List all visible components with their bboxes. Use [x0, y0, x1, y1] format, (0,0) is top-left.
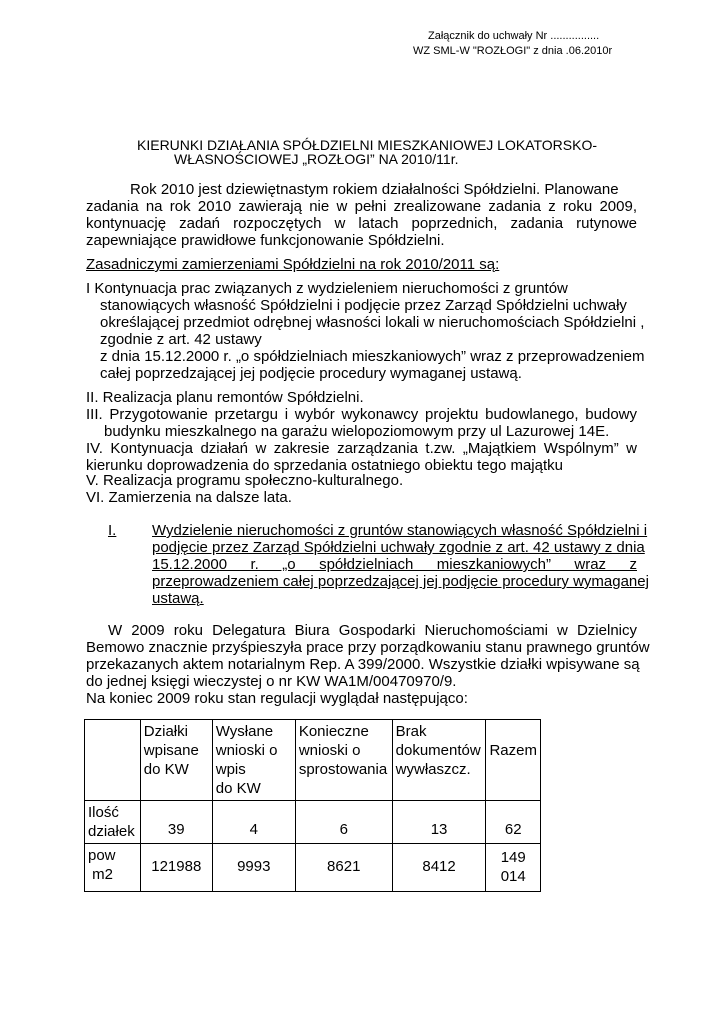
page-title-line1: KIERUNKI DZIAŁANIA SPÓŁDZIELNI MIESZKANIOWEJ LOKATORSKO-	[137, 137, 598, 153]
table-header-cell: Razem	[486, 720, 541, 801]
table-header-cell: Brak dokumentów wywłaszcz.	[392, 720, 486, 801]
goal-item: zgodnie z art. 42 ustawy	[100, 331, 262, 348]
plots-status-table	[84, 719, 541, 892]
goal-item: kierunku doprowadzenia do sprzedania ostatniego obiektu tego majątku	[86, 457, 563, 474]
section-title: podjęcie przez Zarząd Spółdzielni uchwały zgodnie z art. 42 ustawy z dnia	[152, 539, 645, 556]
table-header-row	[85, 720, 541, 801]
body-line: Bemowo znacznie przyśpieszyła prace przy porządkowaniu stanu prawnego gruntów	[86, 639, 650, 656]
goal-item: całej poprzedzającej jej podjęcie procedury wymaganej ustawą.	[100, 365, 522, 382]
attachment-note: Załącznik do uchwały Nr ................	[428, 30, 600, 42]
body-line: przekazanych aktem notarialnym Rep. A 399/2000. Wszystkie działki wpisywane są	[86, 656, 640, 673]
table-row	[85, 801, 541, 844]
table-cell: 4	[212, 801, 295, 844]
table-row	[85, 844, 541, 892]
goal-item: II. Realizacja planu remontów Spółdzielni.	[86, 389, 364, 406]
goal-item: określającej przedmiot odrębnej własności lokali w nieruchomościach Spółdzielni ,	[100, 314, 645, 331]
table-cell: 9993	[212, 844, 295, 892]
section-title: przeprowadzeniem całej poprzedzającej jej podjęcie procedury wymaganej	[152, 573, 649, 590]
goal-item: budynku mieszkalnego na garażu wielopoziomowym przy ul Lazurowej 14E.	[104, 423, 610, 440]
table-header-cell: Wysłane wnioski o wpis do KW	[212, 720, 295, 801]
table-cell: 39	[140, 801, 212, 844]
row-label: Ilość działek	[85, 801, 141, 844]
intro-line: kontynuację zadań rozpoczętych w latach poprzednich, zadania rutynowe	[86, 215, 637, 232]
goal-item: V. Realizacja programu społeczno-kulturalnego.	[86, 472, 404, 489]
goal-item: III. Przygotowanie przetargu i wybór wykonawcy projektu budowlanego, budowy	[86, 406, 637, 423]
intro-line: zapewniające prawidłowe funkcjonowanie Spółdzielni.	[86, 232, 445, 249]
table-cell: 8412	[392, 844, 486, 892]
section-number: I.	[108, 522, 117, 539]
goal-item: z dnia 15.12.2000 r. „o spółdzielniach mieszkaniowych” wraz z przeprowadzeniem	[100, 348, 645, 365]
table-cell: 6	[295, 801, 392, 844]
table-header-cell: Działki wpisane do KW	[140, 720, 212, 801]
row-label: pow m2	[85, 844, 141, 892]
goal-item: VI. Zamierzenia na dalsze lata.	[86, 489, 292, 506]
intro-line: Rok 2010 jest dziewiętnastym rokiem działalności Spółdzielni. Planowane	[130, 181, 619, 198]
goal-item: I Kontynuacja prac związanych z wydzieleniem nieruchomości z gruntów	[86, 280, 568, 297]
table-cell: 62	[486, 801, 541, 844]
section-title: 15.12.2000 r. „o spółdzielniach mieszkaniowych” wraz z	[152, 556, 637, 573]
body-line: Na koniec 2009 roku stan regulacji wyglądał następująco:	[86, 690, 468, 707]
table-cell: 13	[392, 801, 486, 844]
section-title: Wydzielenie nieruchomości z gruntów stanowiących własność Spółdzielni i	[152, 522, 648, 539]
goal-item: IV. Kontynuacja działań w zakresie zarządzania t.zw. „Majątkiem Wspólnym” w	[86, 440, 637, 457]
table-cell: 8621	[295, 844, 392, 892]
intro-line: zadania na rok 2010 zawierają nie w pełni zrealizowane zadania z roku 2009,	[86, 198, 637, 215]
body-line: W 2009 roku Delegatura Biura Gospodarki Nieruchomościami w Dzielnicy	[108, 622, 637, 639]
page-title-line2: WŁASNOŚCIOWEJ „ROZŁOGI” NA 2010/11r.	[174, 151, 459, 167]
goal-item: stanowiących własność Spółdzielni i podjęcie przez Zarząd Spółdzielni uchwały	[100, 297, 627, 314]
table-cell: 121988	[140, 844, 212, 892]
table-corner-cell	[85, 720, 141, 801]
table-header-cell: Konieczne wnioski o sprostowania	[295, 720, 392, 801]
section-title: ustawą.	[152, 590, 204, 607]
resolution-note: WZ SML-W "ROZŁOGI" z dnia .06.2010r	[413, 45, 613, 57]
table-cell: 149 014	[486, 844, 541, 892]
body-line: do jednej księgi wieczystej o nr KW WA1M/00470970/9.	[86, 673, 457, 690]
goals-heading: Zasadniczymi zamierzeniami Spółdzielni na rok 2010/2011 są:	[86, 256, 500, 273]
